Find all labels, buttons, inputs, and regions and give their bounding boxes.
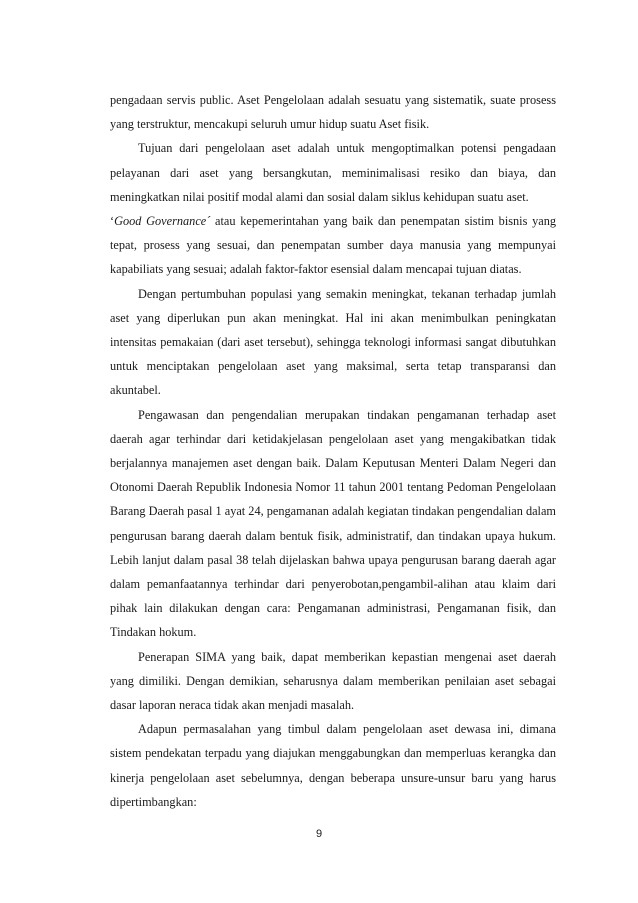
document-body	[110, 88, 556, 814]
paragraph-pertumbuhan: Dengan pertumbuhan populasi yang semakin meningkat, tekanan terhadap jumlah aset yang diperlukan pun akan meningkat. Hal ini akan menimbulkan peningkatan intensitas pemakaian (dari aset tersebut), sehingga teknologi informasi sangat dibutuhkan untuk menciptakan pengelolaan aset yang maksimal, serta tetap transparansi dan akuntabel.	[110, 286, 556, 398]
paragraph-good-governance-text: atau kepemerintahan yang baik dan penempatan sistim bisnis yang tepat, prosess yang sesuai, dan penempatan sumber daya manusia yang mempunyai kapabiliats yang sesuai; adalah faktor-faktor esensial dalam mencapai tujuan diatas.	[110, 214, 556, 277]
paragraph-continuation: pengadaan servis public. Aset Pengelolaan adalah sesuatu yang sistematik, suate prosess yang terstruktur, mencakupi seluruh umur hidup suatu Aset fisik.	[110, 93, 556, 132]
page-number: 9	[315, 828, 323, 840]
paragraph-permasalahan: Adapun permasalahan yang timbul dalam pengelolaan aset dewasa ini, dimana sistem pendekatan terpadu yang diajukan menggabungkan dan memperluas kerangka dan kinerja pengelolaan aset sebelumnya, dengan beberapa unsure-unsur baru yang harus dipertimbangkan:	[110, 722, 556, 809]
paragraph-good-governance	[110, 209, 556, 282]
italic-term: Good Governance´	[114, 214, 211, 229]
paragraph-pengawasan: Pengawasan dan pengendalian merupakan tindakan pengamanan terhadap aset daerah agar terhindar dari ketidakjelasan pengelolaan aset yang mengakibatkan tidak berjalannya manajemen aset dengan baik. Dalam Keputusan Menteri Dalam Negeri dan Otonomi Daerah Republik Indonesia Nomor 11 tahun 2001 tentang Pedoman Pengelolaan Barang Daerah pasal 1 ayat 24, pengamanan adalah kegiatan tindakan pengendalian dalam pengurusan barang daerah dalam bentuk fisik, administratif, dan tindakan upaya hukum. Lebih lanjut dalam pasal 38 telah dijelaskan bahwa upaya pengurusan barang daerah agar dalam pemanfaatannya terhindar dari penyerobotan,pengambil-alihan atau klaim dari pihak lain dilakukan dengan cara: Pengamanan administrasi, Pengamanan fisik, dan Tindakan hokum.	[110, 407, 556, 640]
opening-quote: ‘	[110, 214, 115, 229]
paragraph-penerapan-sima: Penerapan SIMA yang baik, dapat memberikan kepastian mengenai aset daerah yang dimiliki. Dengan demikian, seharusnya dalam memberikan penilaian aset sebagai dasar laporan neraca tidak akan menjadi masalah.	[110, 649, 556, 713]
paragraph-tujuan: Tujuan dari pengelolaan aset adalah untuk mengoptimalkan potensi pengadaan pelayanan dari aset yang bersangkutan, meminimalisasi resiko dan biaya, dan meningkatkan nilai positif modal alami dan sosial dalam siklus kehidupan suatu aset.	[110, 141, 556, 204]
